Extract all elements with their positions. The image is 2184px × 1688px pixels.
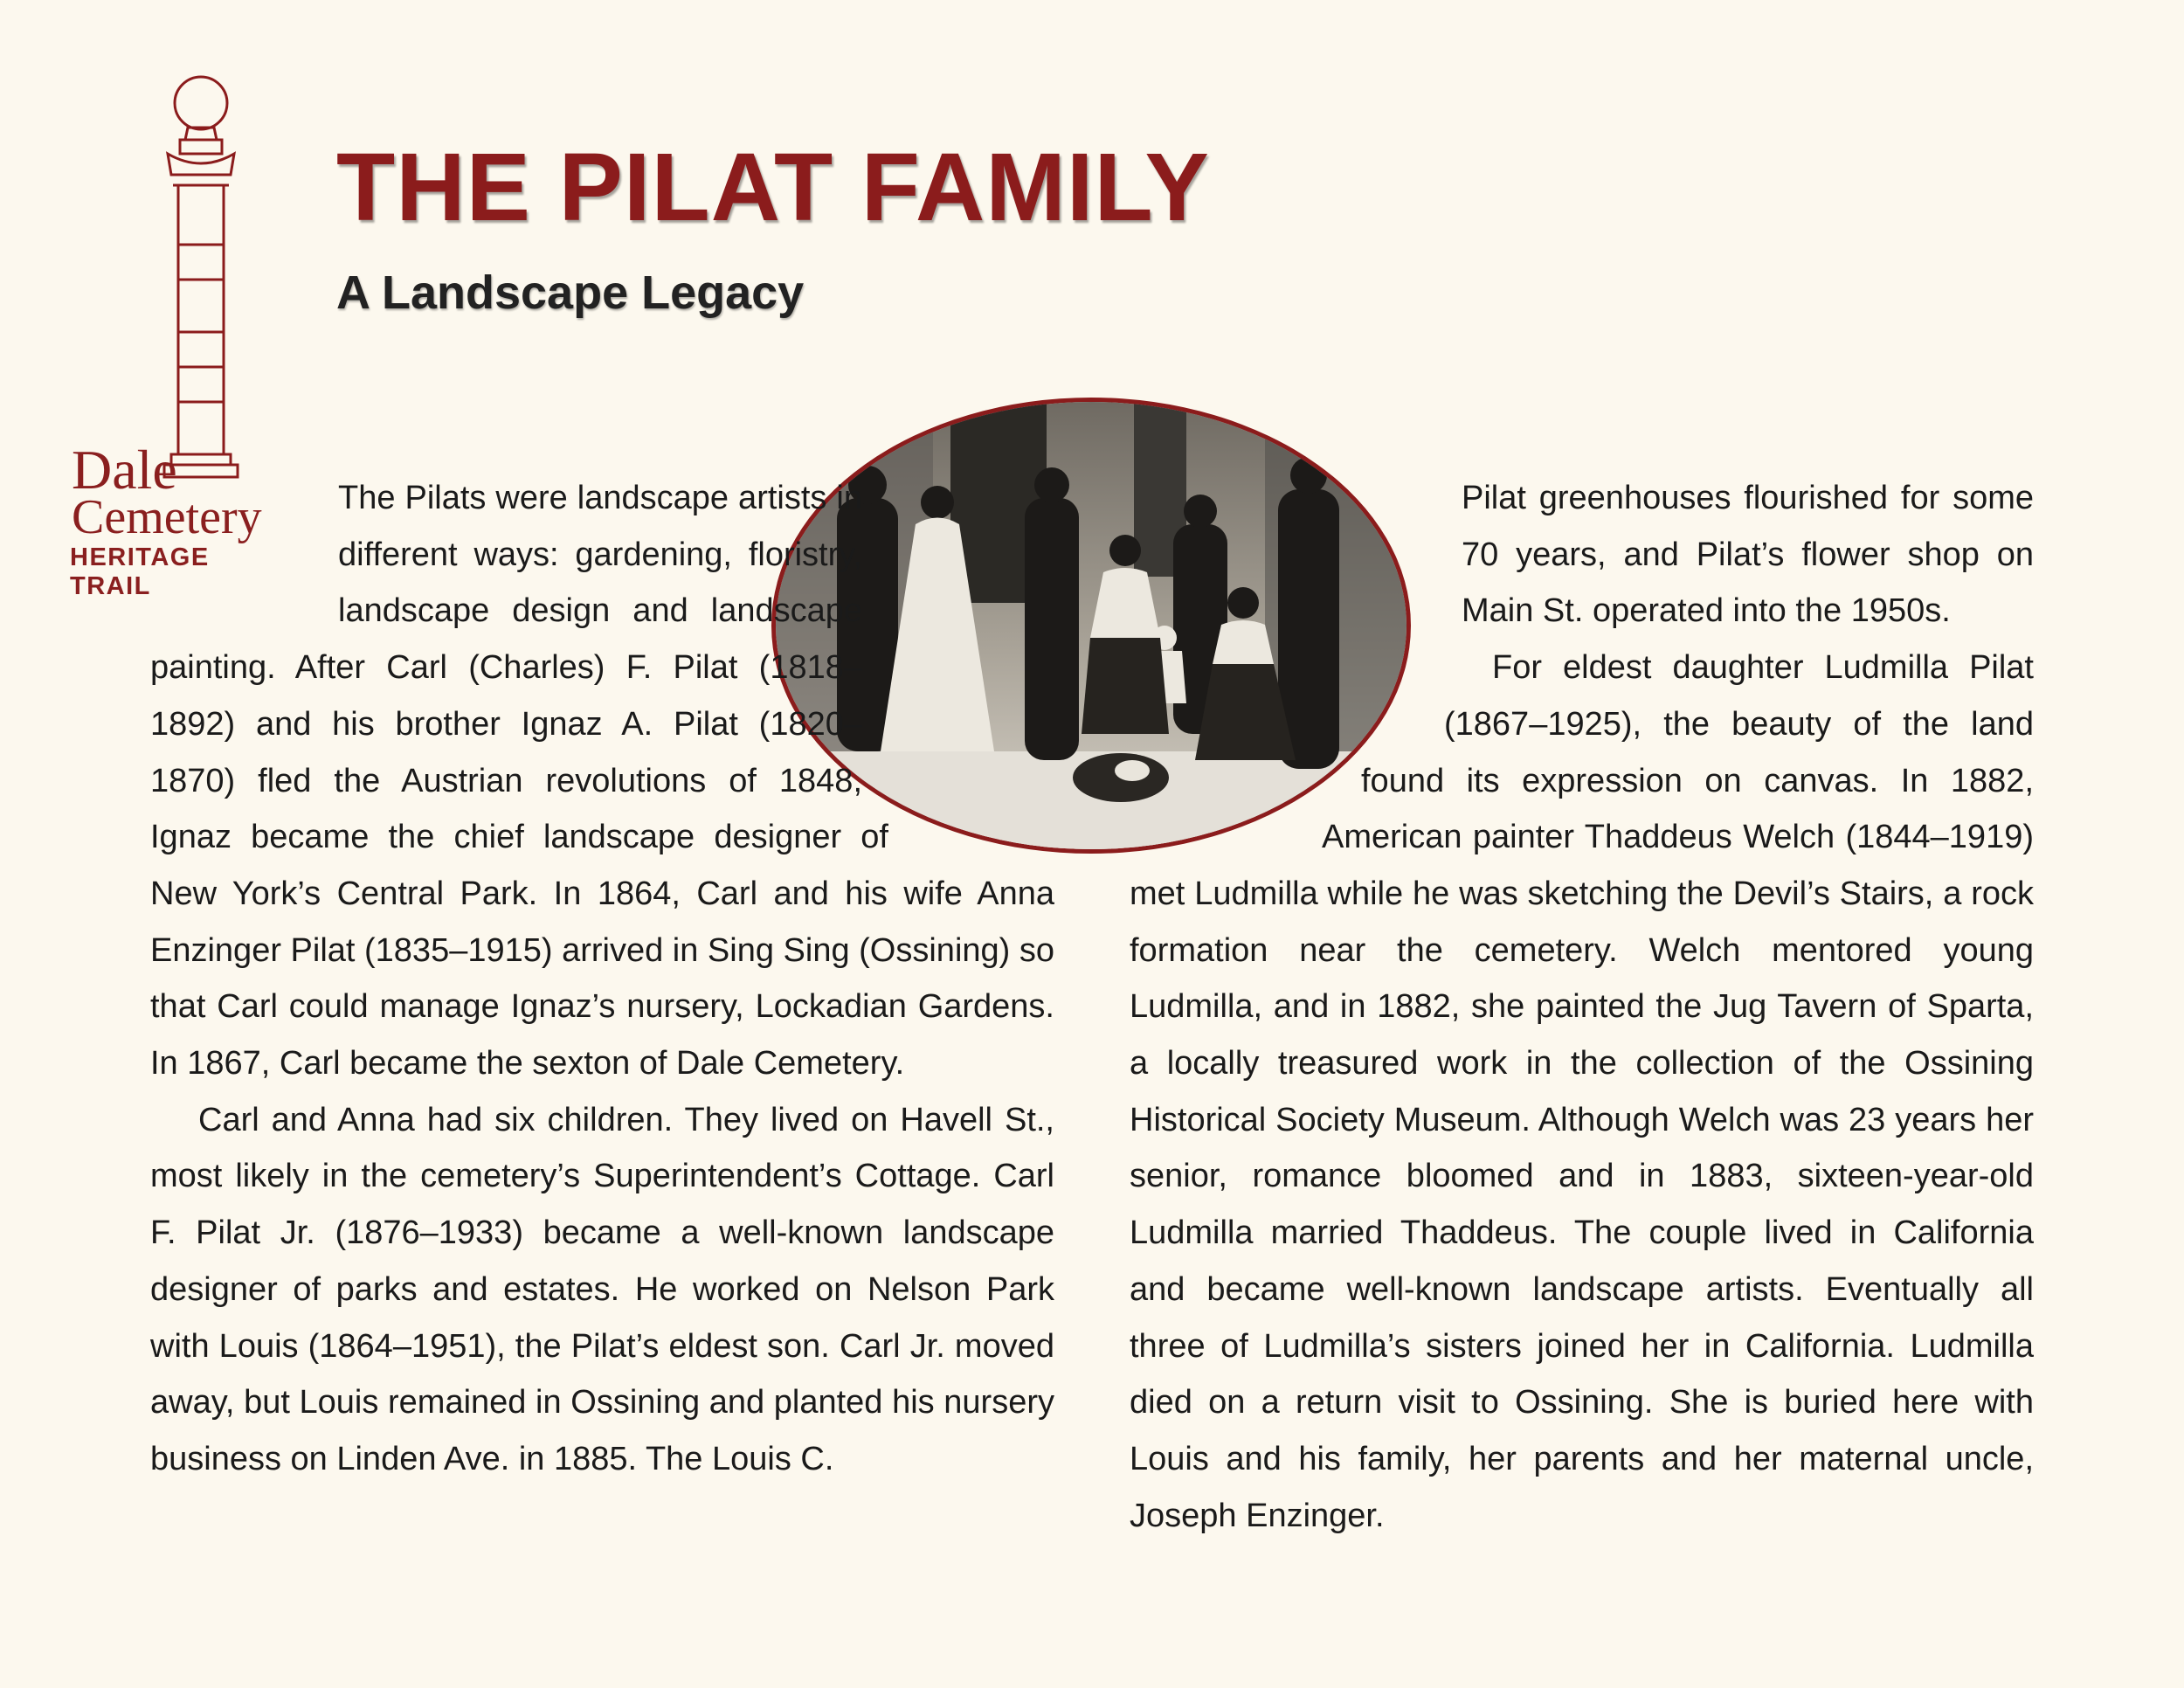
- photo-spacer: [1130, 584, 1444, 723]
- right-paragraph-1: Pilat greenhouses flourished for some 70 years, and Pilat’s flower shop on Main St. operated into the 1950s.: [1462, 480, 2034, 630]
- left-paragraph-2: Carl and Anna had six children. They lived on Havell St., most likely in the cemetery’s Superintendent’s Cottage. Carl F. Pilat Jr. (1876–1933) became a well-known landscape designer of parks and estates. He worked on Nelson Park with Louis (1864–1951), the Pilat’s eldest son. Carl Jr. moved away, but Louis remained in Ossining and planted his nursery business on Linden Ave. in 1885. The Louis C.: [150, 1101, 1054, 1477]
- column-monument-icon: [149, 70, 253, 481]
- logo-spacer: [150, 470, 338, 584]
- logo-cemetery: Cemetery: [72, 490, 262, 544]
- logo-dale: Dale: [72, 439, 177, 501]
- page-title: THE PILAT FAMILY: [336, 134, 1210, 241]
- right-paragraph-2: For eldest daughter Ludmilla Pilat (1867–1925), the beauty of the land found its expression on canvas. In 1882, American painter Thaddeus Welch (1844–1919) met Ludmilla while he was sketching the Devil’s Stairs, a rock formation near the cemetery. Welch mentored young Ludmilla, and in 1882, she painted the Jug Tavern of Sparta, a locally treasured work in the collection of the Ossining Historical Society Museum. Although Welch was 23 years her senior, romance bloomed and in 1883, sixteen-year-old Ludmilla married Thaddeus. The couple lived in California and became well-known landscape artists. Eventually all three of Ludmilla’s sisters joined her in California. Ludmilla died on a return visit to Ossining. She is buried here with Louis and his family, her parents and her maternal uncle, Joseph Enzinger.: [1130, 649, 2034, 1534]
- page-subtitle: A Landscape Legacy: [336, 266, 805, 319]
- left-paragraph-1: The Pilats were landscape artists in different ways: gardening, floristry, landscape design and landscape painting. After Carl (Charles) F. Pilat (1818–1892) and his brother Ignaz A. Pilat (1820–1870) fled the Austrian revolutions of 1848, Ignaz became the chief landscape designer of New York’s Central Park. In 1864, Carl and his wife Anna Enzinger Pilat (1835–1915) arrived in Sing Sing (Ossining) so that Carl could manage Ignaz’s nursery, Lockadian Gardens. In 1867, Carl became the sexton of Dale Cemetery.: [150, 480, 1054, 1083]
- photo-spacer: [1130, 470, 1462, 584]
- left-text-column: [150, 470, 1054, 1488]
- right-text-column: [1130, 470, 2034, 1544]
- logo-heritage-trail: HERITAGE TRAIL: [70, 543, 210, 600]
- photo-spacer: [862, 470, 1054, 785]
- photo-spacer: [888, 785, 1054, 846]
- photo-spacer: [1130, 785, 1322, 841]
- photo-spacer: [1130, 723, 1361, 785]
